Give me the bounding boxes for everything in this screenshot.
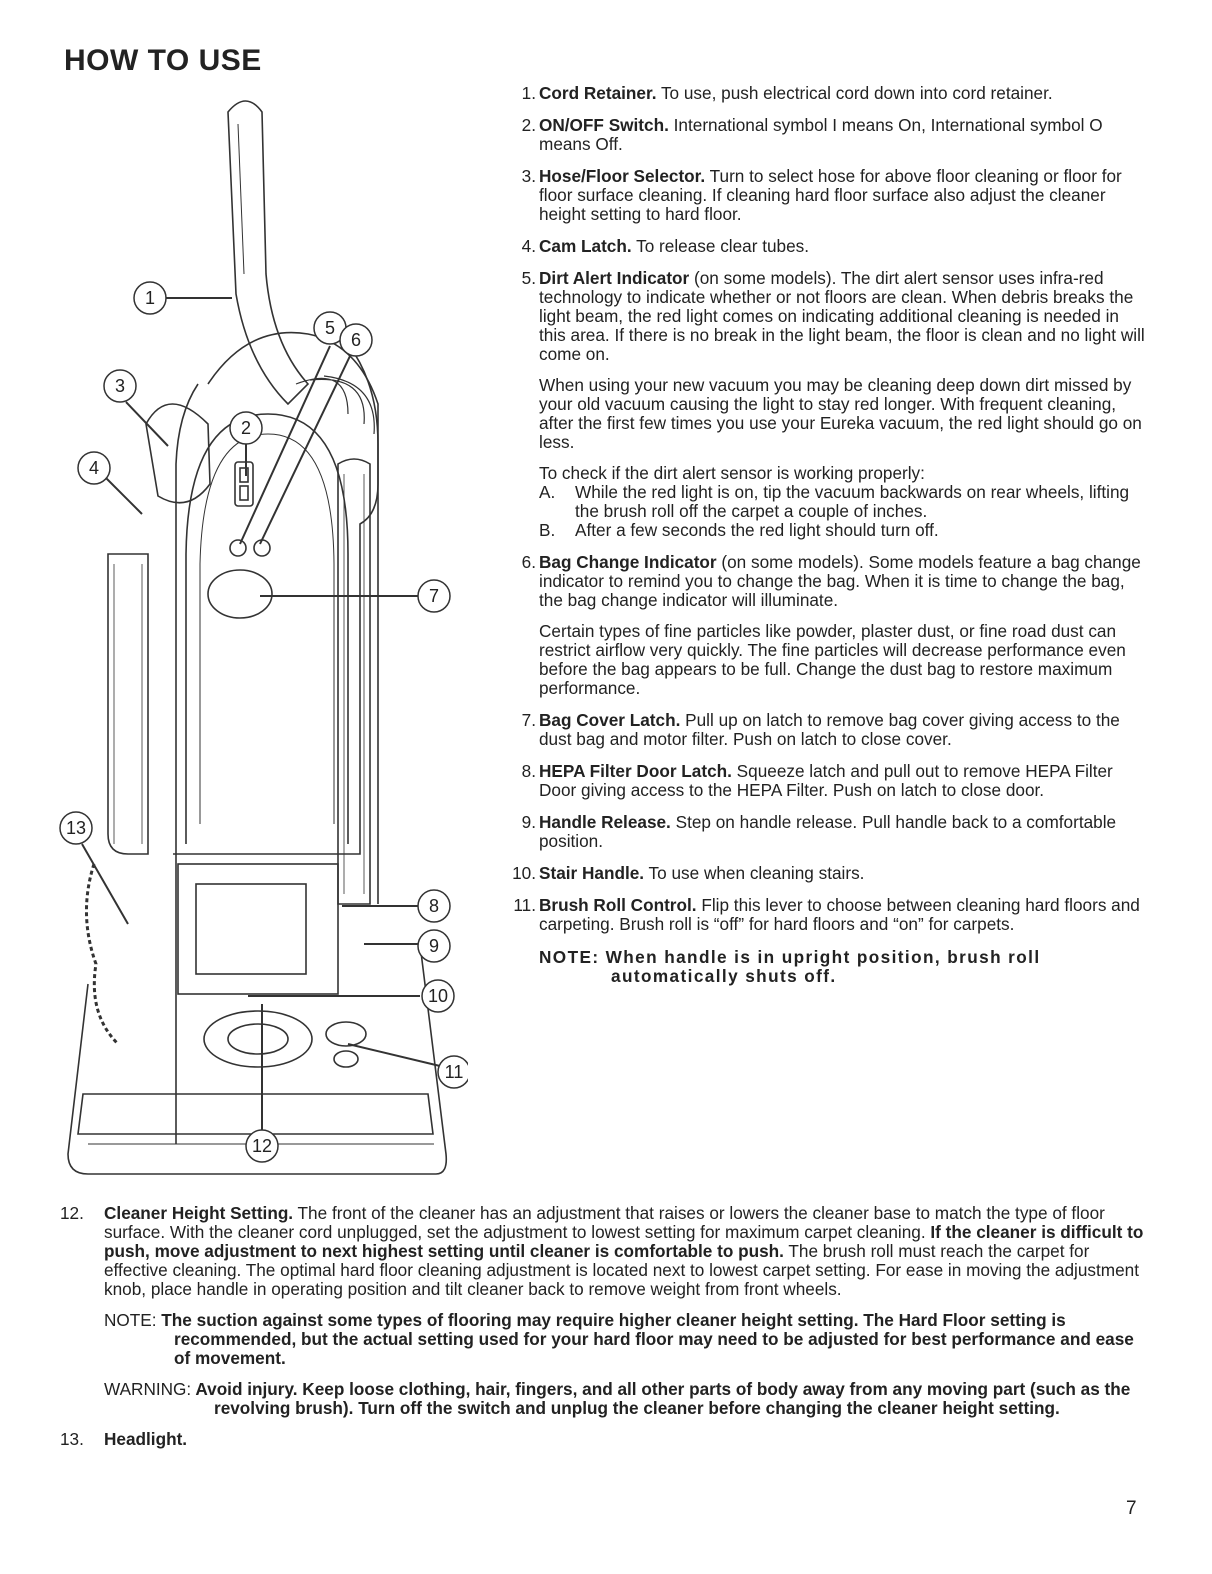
instruction-list (508, 84, 1146, 999)
callout-13: 13 (65, 818, 87, 838)
list-item: 3. Hose/Floor Selector. Turn to select hose for above floor cleaning or floor for floor surface cleaning. If cleaning hard floor surface also adjust the cleaner height setting to hard floor. (521, 166, 1122, 224)
height-setting-section (60, 1203, 1150, 1449)
list-item: 4. Cam Latch. To release clear tubes. (521, 236, 810, 256)
list-item: 12. Cleaner Height Setting. The front of the cleaner has an adjustment that raises or lowers the cleaner base to match the type of floor surface. With the cleaner cord unplugged, set the adjustment to lowest setting for maximum carpet cleaning. If the cleaner is difficult to push, move adjustment to next highest setting until cleaner is comfortable to push. The brush roll must reach the carpet for effective cleaning. The optimal hard floor cleaning adjustment is located next to lowest carpet setting. For ease in moving the adjustment knob, place handle in operating position and tilt cleaner back to remove weight from front wheels. (60, 1203, 1144, 1299)
sub-step-b: B. After a few seconds the red light should turn off. (539, 520, 939, 540)
bag-indicator (208, 570, 272, 618)
callout-2: 2 (240, 418, 252, 438)
list-item: 6. Bag Change Indicator (on some models). Some models feature a bag change indicator to remind you to change the bag. When it is time to change the bag, the bag change indicator will illuminate. Certain types of fine particles like powder, plaster dust, or fine road dust can restrict airflow very quickly. The fine particles will decrease performance even before the bag appears to be full. Change the dust bag to restore maximum performance. (521, 552, 1141, 698)
callout-1: 1 (144, 288, 156, 308)
list-item: 9. Handle Release. Step on handle release. Pull handle back to a comfortable position. (521, 812, 1117, 851)
vacuum-diagram (48, 84, 468, 1184)
height-note: NOTE: The suction against some types of flooring may require higher cleaner height setting. The Hard Floor setting is recommended, but the actual setting used for your hard floor may need to be adjusted for best performance and ease of movement. (104, 1310, 1134, 1368)
hose-floor-selector (146, 404, 210, 503)
list-item: 10. Stair Handle. To use when cleaning stairs. (512, 863, 865, 883)
callout-8: 8 (428, 896, 440, 916)
callout-10: 10 (427, 986, 449, 1006)
callout-6: 6 (350, 330, 362, 350)
callout-12: 12 (251, 1136, 273, 1156)
callout-3: 3 (114, 376, 126, 396)
vacuum-handle (228, 101, 308, 404)
right-tube (338, 459, 370, 904)
list-item: 13. Headlight. (60, 1429, 188, 1449)
brush-roll-note: NOTE: When handle is in upright position, brush roll automatically shuts off. (539, 947, 1041, 986)
callout-7: 7 (428, 586, 440, 606)
height-knob (204, 1011, 312, 1067)
callout-5: 5 (324, 318, 336, 338)
callout-9: 9 (428, 936, 440, 956)
list-item: 11. Brush Roll Control. Flip this lever to choose between cleaning hard floors and carpeting. Brush roll is “off” for hard floors and “on” for carpets. NOTE: When handle is in upright position, brush roll automatically shuts off. (508, 896, 1146, 986)
callout-4: 4 (88, 458, 100, 478)
sub-step-a: A. While the red light is on, tip the vacuum backwards on rear wheels, lifting the brush roll off the carpet a couple of inches. (539, 482, 1130, 521)
list-item: 2. ON/OFF Switch. International symbol I means On, International symbol O means Off. (521, 115, 1103, 154)
list-item: 8. HEPA Filter Door Latch. Squeeze latch and pull out to remove HEPA Filter Door giving access to the HEPA Filter. Push on latch to close door. (521, 761, 1113, 800)
page-title: HOW TO USE (64, 44, 262, 77)
callout-11: 11 (444, 1062, 464, 1082)
height-warning: WARNING: Avoid injury. Keep loose clothing, hair, fingers, and all other parts of body away from any moving part (such as the revolving brush). Turn off the switch and unplug the cleaner before changing the cleaner height setting. (104, 1379, 1131, 1418)
page-number: 7 (1126, 1498, 1137, 1519)
flex-hose (86, 864, 118, 1044)
list-item: 7. Bag Cover Latch. Pull up on latch to remove bag cover giving access to the dust bag and motor filter. Push on latch to close cover. (521, 710, 1120, 749)
list-item: 5. Dirt Alert Indicator (on some models). The dirt alert sensor uses infra-red technology to indicate whether or not floors are clean. When debris breaks the light beam, the red light comes on indicating additional cleaning is needed in this area. If there is no break in the light beam, the floor is clean and no light will come on. When using your new vacuum you may be cleaning deep down dirt missed by your old vacuum causing the light to stay red longer. With frequent cleaning, after the first few times you use your Eureka vacuum, the red light should go on less. To check if the dirt alert sensor is working properly: A. While the red light is on, tip the vacuum backwards on rear wheels, lifting the brush roll off the carpet a couple of inches. B. After a few seconds the red light should turn off. (521, 268, 1145, 540)
list-item: 1. Cord Retainer. To use, push electrical cord down into cord retainer. (521, 83, 1053, 103)
